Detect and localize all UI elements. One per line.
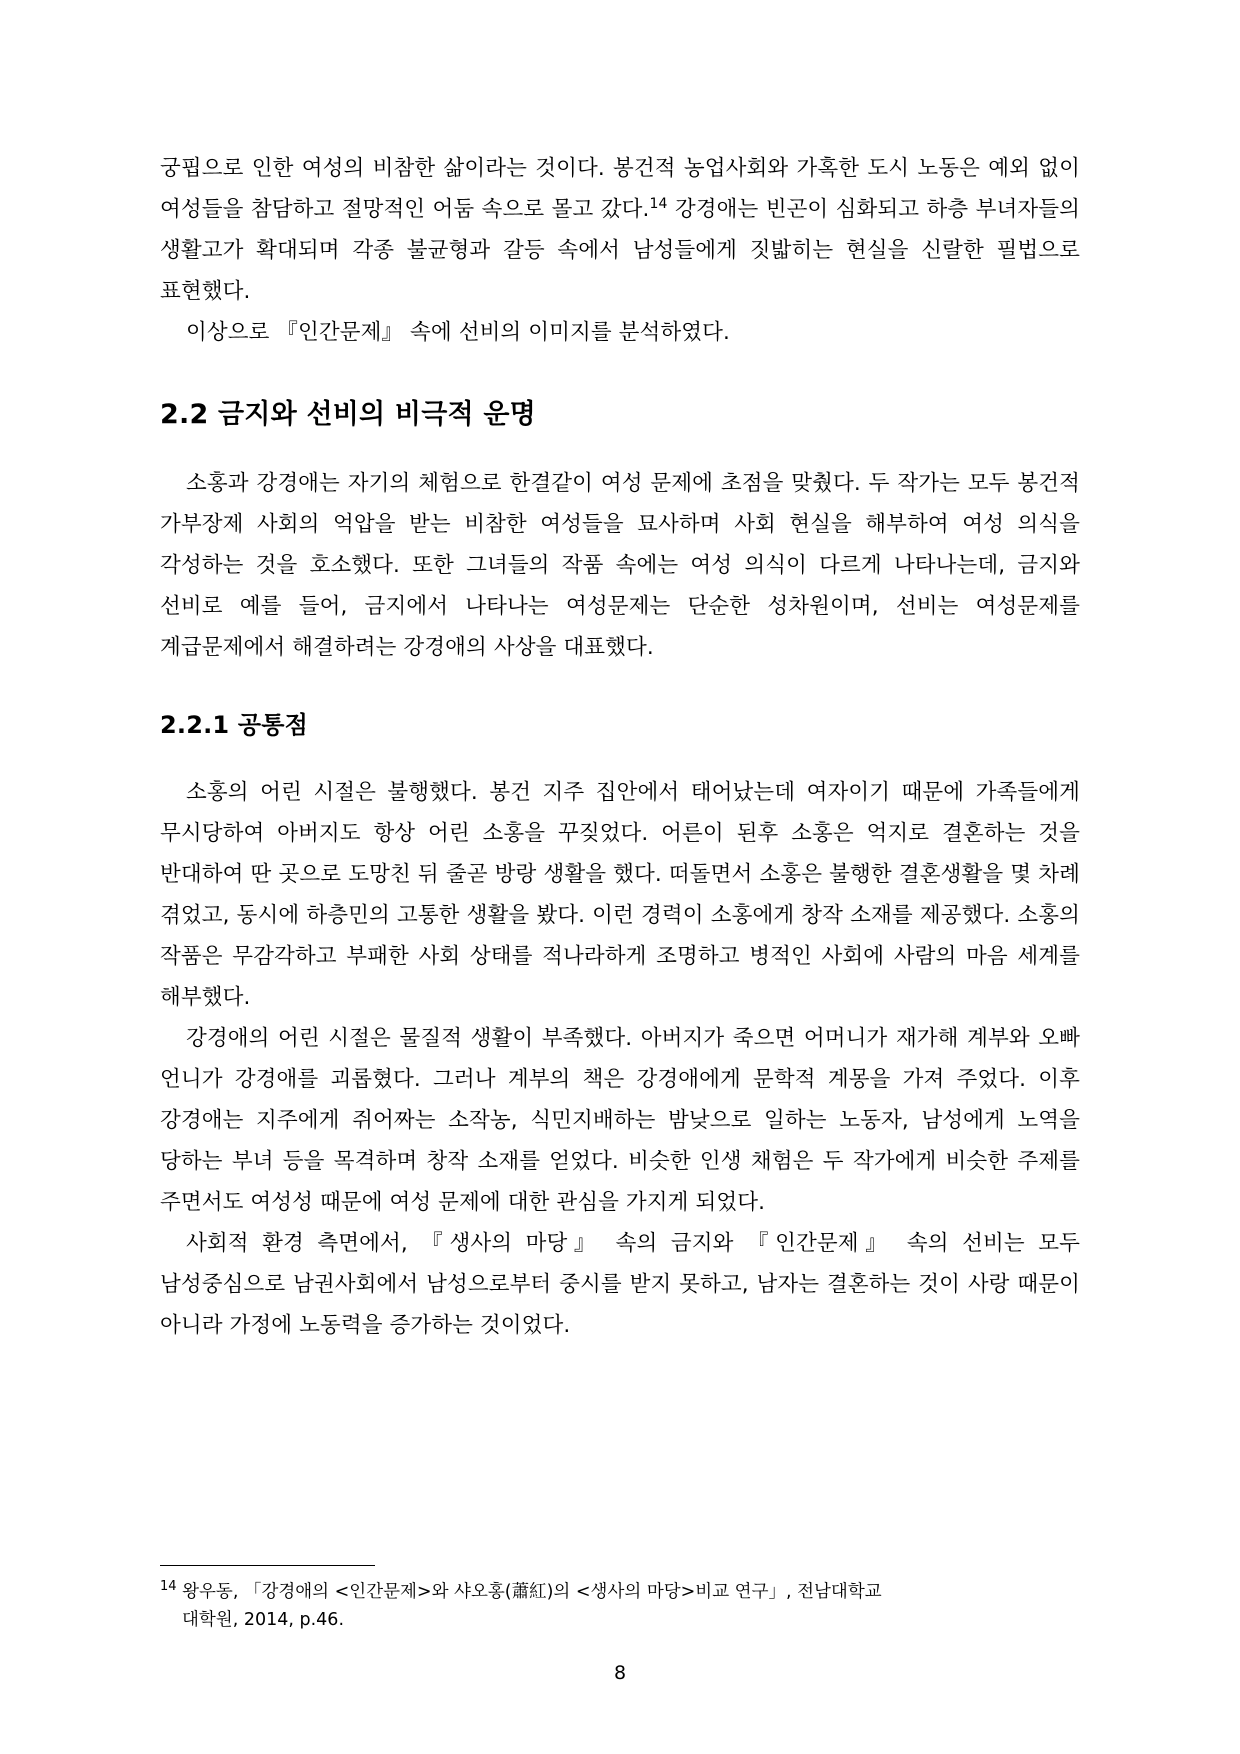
paragraph-continued [160, 148, 1080, 312]
paragraph: 사회적 환경 측면에서, 『생사의 마당』 속의 금지와 『인간문제』 속의 선비는 모두 남성중심으로 남권사회에서 남성으로부터 중시를 받지 못하고, 남자는 결혼하는 것이 사랑 때문이 아니라 가정에 노동력을 증가하는 것이었다. [160, 1231, 1080, 1338]
section-heading: 2.2 금지와 선비의 비극적 운명 [160, 399, 536, 430]
footnote-area [160, 1565, 1080, 1634]
paragraph-text: 궁핍으로 인한 여성의 비참한 삶이라는 것이다. 봉건적 농업사회와 가혹한 도시 노동은 예외 없이 여성들을 참담하고 절망적인 어둠 속으로 몰고 갔다. [160, 156, 1080, 222]
footnote-entry [160, 1578, 1080, 1634]
footnote-text-continued: 대학원, 2014, p.46. [182, 1610, 345, 1630]
paragraph-summary: 이상으로 『인간문제』 속에 선비의 이미지를 분석하였다. [186, 320, 730, 345]
subsection-heading: 2.2.1 공통점 [160, 711, 309, 739]
footnote-divider [160, 1565, 375, 1566]
footnote-text: 왕우동, 「강경애의 <인간문제>와 샤오홍(蕭紅)의 <생사의 마당>비교 연구」, 전남대학교 [176, 1582, 882, 1602]
page-number: 8 [613, 1662, 627, 1684]
paragraph: 소홍과 강경애는 자기의 체험으로 한결같이 여성 문제에 초점을 맞췄다. 두 작가는 모두 봉건적 가부장제 사회의 억압을 받는 비참한 여성들을 묘사하며 사회 현실을 해부하여 여성 의식을 각성하는 것을 호소했다. 또한 그녀들의 작품 속에는 여성 의식이 다르게 나타나는데, 금지와 선비로 예를 들어, 금지에서 나타나는 여성문제는 단순한 성차원이며, 선비는 여성문제를 계급문제에서 해결하려는 강경애의 사상을 대표했다. [160, 471, 1080, 660]
paragraph: 강경애의 어린 시절은 물질적 생활이 부족했다. 아버지가 죽으면 어머니가 재가해 계부와 오빠 언니가 강경애를 괴롭혔다. 그러나 계부의 책은 강경애에게 문학적 계몽을 가져 주었다. 이후 강경애는 지주에게 쥐어짜는 소작농, 식민지배하는 밤낮으로 일하는 노동자, 남성에게 노역을 당하는 부녀 등을 목격하며 창작 소재를 얻었다. 비슷한 인생 채험은 두 작가에게 비슷한 주제를 주면서도 여성성 때문에 여성 문제에 대한 관심을 가지게 되었다. [160, 1026, 1080, 1215]
paragraph: 소홍의 어린 시절은 불행했다. 봉건 지주 집안에서 태어났는데 여자이기 때문에 가족들에게 무시당하여 아버지도 항상 어린 소홍을 꾸짖었다. 어른이 된후 소홍은 억지로 결혼하는 것을 반대하여 딴 곳으로 도망친 뒤 줄곧 방랑 생활을 했다. 떠돌면서 소홍은 불행한 결혼생활을 몇 차례 겪었고, 동시에 하층민의 고통한 생활을 봤다. 이런 경력이 소홍에게 창작 소재를 제공했다. 소홍의 작품은 무감각하고 부패한 사회 상태를 적나라하게 조명하고 병적인 사회에 사람의 마음 세계를 해부했다. [160, 780, 1080, 1010]
paragraph-group-top [160, 148, 1080, 353]
paragraph-group-section [160, 463, 1080, 668]
paragraph-text-rest: 강경애는 빈곤이 심화되고 하층 부녀자들의 생활고가 확대되며 각종 불균형과 갈등 속에서 남성들에게 짓밟히는 현실을 신랄한 필법으로 표현했다. [160, 197, 1080, 304]
footnote-mark: 14 [160, 1579, 177, 1595]
footnote-reference: 14 [649, 195, 668, 212]
paragraph-group-subsection [160, 772, 1080, 1346]
